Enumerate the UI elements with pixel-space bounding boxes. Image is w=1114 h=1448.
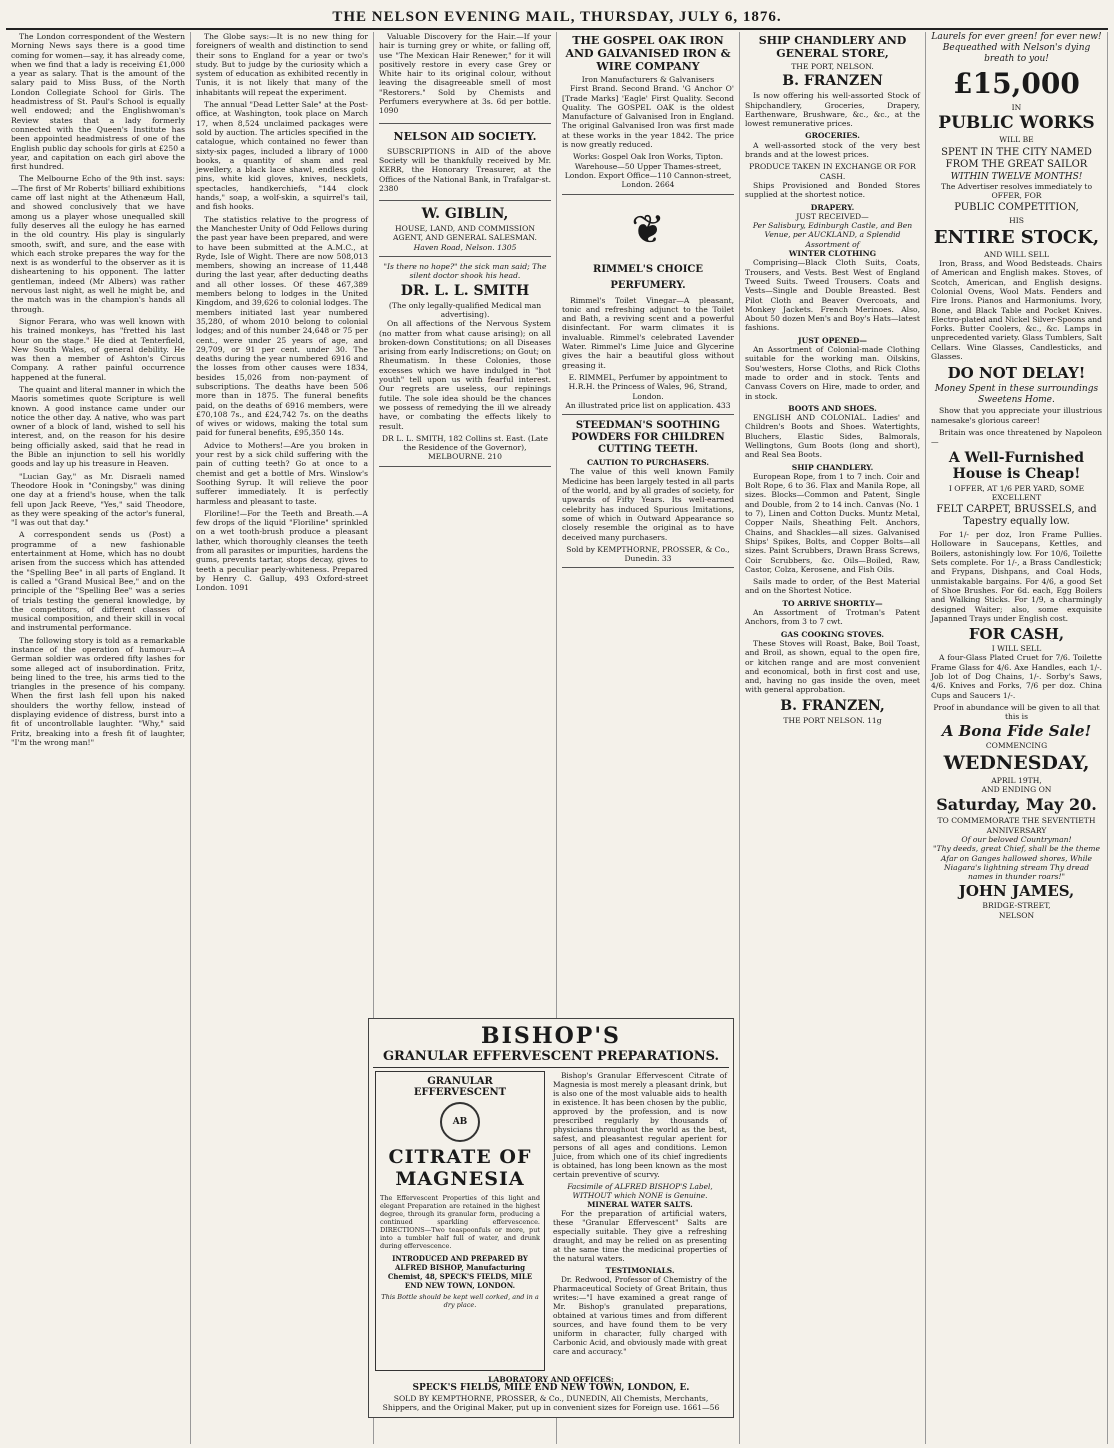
- groceries-text: A well-assorted stock of the very best brands and at the lowest prices.: [745, 140, 920, 160]
- bishop-desc: Bishop's Granular Effervescent Citrate of Magnesia is most merely a pleasant drink, but is also one of the most valuable aids to health in existence. It has been chosen by the public, approved by the profession, and is now prescribed regularly by thousands of physicians throughout the world as the best, safest, and pleasantest regular aperient for persons of all ages and conditions. Lemon Juice, from which one of its chief ingredients is obtained, has long been known as the most certain preventive of scurvy.: [553, 1071, 727, 1179]
- advertiser: The Advertiser resolves immediately to OFFER, FOR: [940, 181, 1093, 201]
- boots-head: BOOTS AND SHOES.: [788, 403, 877, 413]
- store-sign: B. FRANZEN,: [780, 697, 885, 714]
- aid-text: SUBSCRIPTIONS in AID of the above Society will be thankfully received by Mr. KERR, the Honorary Treasurer, at the Offices of the National Bank, in Trafalgar-st. 2380: [379, 146, 551, 193]
- commencing: COMMENCING: [985, 741, 1048, 751]
- bishop-sold: SOLD BY KEMPTHORNE, PROSSER, & Co., DUNEDIN, All Chemists, Merchants, Shippers, and the Original Maker, put up in convenient sizes for Foreign use. 1661—56: [382, 1393, 720, 1412]
- felt-carpet: FELT CARPET, BRUSSELS, and Tapestry equally low.: [936, 504, 1097, 528]
- groceries-head: GROCERIES.: [805, 131, 860, 141]
- laurels: Laurels for ever green! for ever new! Bequeathed with Nelson's dying breath to you!: [931, 32, 1102, 64]
- gas-text: These Stoves will Roast, Bake, Boil Toast, and Broil, as shown, equal to the open fire, or kitchen range and are most convenient and economical, both in first cost and use, and, having no gas inside the oven, meet with general approbation.: [745, 638, 920, 695]
- bishop-brand: BISHOP'S: [481, 1023, 621, 1049]
- april: APRIL 19TH,: [991, 775, 1042, 785]
- gospel-text: First Brand. Second Brand. 'G Anchor O' [Trade Marks] 'Eagle' First Quality. Second Quality. The GOSPEL OAK is the oldest Manufacture of Galvanised Iron in England. The original Galvanised Iron was first made at these works in the year 1842. The price is now greatly reduced.: [562, 84, 734, 150]
- aid-society-advert: [379, 129, 551, 201]
- column-1: [6, 32, 191, 1444]
- arrive-head: TO ARRIVE SHORTLY—: [782, 598, 883, 608]
- ships: Ships Provisioned and Bonded Stores supplied at the shortest notice.: [745, 180, 920, 200]
- bona-fide: A Bona Fide Sale!: [941, 722, 1092, 741]
- label-top: GRANULAR EFFERVESCENT: [413, 1076, 507, 1098]
- store-sign-address: THE PORT NELSON. 11g: [783, 715, 882, 725]
- steedman-caution: CAUTION TO PURCHASERS.: [586, 458, 710, 468]
- article: "Lucian Gay," as Mr. Disraeli named Theodore Hook in "Coningsby," was dining one day at a friend's house, when the talk fell upon Jack Reeve, "Yes," said Theodore, as they were speaking of the actor's funeral, "I was out that day.": [11, 471, 185, 528]
- lab-address: SPECK'S FIELDS, MILE END NEW TOWN, LONDON, E.: [412, 1383, 690, 1394]
- for-items: For 1/- per doz, Iron Frame Pullies. Holloware in Saucepans, Kettles, and Boilers, astonishingly low. For 10/6, Toilette Sets complete. For 1/-, a Brass Candlestick; and Frypans, Dishpans, and Coal Hods, unmistakable bargains. For 4/6, a good Set of Shoe Brushes. For 6d. each, Egg Boilers and Walking Sticks. For 1/9, a charmingly designed Waiter; also, some exquisite Japanned Trays under English cost.: [931, 530, 1102, 623]
- steedman-advert: [562, 420, 734, 568]
- mineral-head: MINERAL WATER SALTS.: [587, 1200, 693, 1209]
- steedman-sold: Sold by KEMPTHORNE, PROSSER, & Co., Dunedin. 33: [566, 544, 730, 564]
- rimmel-illustration: ❦: [631, 206, 665, 253]
- spent: SPENT IN THE CITY NAMED FROM THE GREAT SAILOR: [941, 146, 1092, 170]
- gospel-oak-advert: [562, 34, 734, 195]
- smith-address: DR L. L. SMITH, 182 Collins st. East. (Late the Residence of the Governor), MELBOURNE. 210: [382, 433, 548, 462]
- just-opened: JUST OPENED—: [797, 335, 867, 345]
- competition: PUBLIC COMPETITION,: [954, 202, 1079, 214]
- entire-stock: ENTIRE STOCK,: [933, 226, 1100, 248]
- article: The following story is told as a remarkable instance of the operation of humour:—A German soldier was ordered fifty lashes for some alleged act of insubordination. Fritz, being lined to the tree, his arms tied to the triangles in the presence of his company. When the first lash fell upon his naked shoulders the worthy fellow, instead of displaying evidence of distress, burst into a fit of uncontrollable laughter. "Why," said Fritz, breaking into a fresh fit of laughter, "I'm the wrong man!": [11, 635, 185, 747]
- rimmel-list: An illustrated price list on application. 433: [565, 400, 731, 410]
- bishop-title: GRANULAR EFFERVESCENT PREPARATIONS.: [373, 1049, 729, 1068]
- rimmel-sig: E. RIMMEL, Perfumer by appointment to H.R.H. the Princess of Wales, 96, Strand, London.: [568, 372, 728, 401]
- john-james: JOHN JAMES,: [958, 882, 1075, 901]
- label-note: This Bottle should be kept well corked, and in a dry place.: [381, 1293, 539, 1309]
- steedman-text: The value of this well known Family Medicine has been largely tested in all parts of the world, and by all grades of society, for upwards of Fifty Years. Its well-earned celebrity has induced Spurious Imitations, some of which in Outward Appearance so closely resemble the original as to have deceived many purchasers.: [562, 467, 734, 542]
- bridge-street: BRIDGE-STREET,: [982, 901, 1051, 911]
- chandlery-head: SHIP CHANDLERY.: [791, 462, 874, 472]
- bishop-footer: [375, 1375, 727, 1412]
- for-cash: FOR CASH,: [968, 625, 1065, 644]
- label-maker: INTRODUCED AND PREPARED BY ALFRED BISHOP, Manufacturing Chemist, 48, SPECK'S FIELDS, MILE END NEW TOWN, LONDON.: [387, 1254, 533, 1290]
- hair-advert: [379, 32, 551, 124]
- article: Signor Ferara, who was well known with his trained monkeys, has "fretted his last hour on the stage." He died at Tenterfield, New South Wales, of general debility. He was then a member of Ashton's Circus Company. A rather painful occurrence happened at the funeral.: [11, 316, 185, 382]
- beloved: Of our beloved Countryman!: [961, 834, 1072, 844]
- smith-title: DR. L. L. SMITH: [400, 282, 530, 299]
- winter-text: Comprising—Black Cloth Suits, Coats, Trousers, and Vests. Best West of England Tweed Suits. Tweed Trousers. Coats and Vests—Single and Double Breasted. Best Pilot Cloth and Beaver Overcoats, and Monkey Jackets. French Merinoes. Also, About 50 dozen Men's and Boy's Hats—latest fashions.: [745, 258, 920, 333]
- nelson: NELSON: [998, 910, 1035, 920]
- column-6: [926, 32, 1108, 1444]
- will-be: WILL BE: [999, 135, 1034, 145]
- britain: Britain was once threatened by Napoleon—: [931, 427, 1102, 447]
- gospel-sub: Iron Manufacturers & Galvanisers: [581, 75, 715, 84]
- store-port: THE PORT, NELSON.: [791, 62, 874, 71]
- show: Show that you appreciate your illustrious namesake's glorious career!: [931, 406, 1102, 425]
- column-5: [740, 32, 926, 1444]
- quote: "Is there no hope?" the sick man said; The silent doctor shook his head.: [383, 262, 547, 281]
- lab-head: LABORATORY AND OFFICES:: [488, 1375, 614, 1384]
- smith-sub: (The only legally-qualified Medical man advertising).: [388, 300, 542, 319]
- facsimile: Facsimile of ALFRED BISHOP'S Label, WITHOUT which NONE is Genuine.: [567, 1182, 713, 1200]
- smith-advert: [379, 262, 551, 467]
- mineral-text: For the preparation of artificial waters, these "Granular Effervescent" Salts are especially suitable. They give a refreshing draught, and may be relied on as presenting at the same time the medicinal properties of the natural waters.: [553, 1209, 727, 1263]
- will-sell-2: I WILL SELL: [991, 644, 1042, 654]
- sails: Sails made to order, of the Best Material and on the Shortest Notice.: [745, 577, 920, 596]
- article: The statistics relative to the progress of the Manchester Unity of Odd Fellows during the past year have been prepared, and were to have been submitted at the A.M.C., at Ryde, Isle of Wight. There are now 508,013 members, showing an increase of 11,448 during the last year, after deducting deaths and all other losses. Of these 467,389 members belong to lodges in the United Kingdom, and 39,626 to colonial lodges. The members initiated last year numbered 35,280, of whom 2010 belong to colonial lodges; and of this number 24,648 or 75 per cent., were under 25 years of age, and 29,709, or 91 per cent. under 30. The deaths during the year numbered 6916 and the losses from other causes were 1834, besides 15,026 from non-payment of subscriptions. The deaths have been 506 more than in 1875. The funeral benefits paid, on the deaths of 6916 members, were £70,108 7s., and £24,742 7s. on the deaths of wives or widows, making the total sum paid for funeral benefits, £95,350 14s.: [196, 214, 368, 438]
- rimmel-text: Rimmel's Toilet Vinegar—A pleasant, tonic and refreshing adjunct to the Toilet and Bath, a reviving scent and a powerful disinfectant. For warm climates it is invaluable. Rimmel's celebrated Lavender Water. Rimmel's Lime Juice and Glycerine gives the hair a beautiful gloss without greasing it.: [562, 295, 734, 370]
- label-text: The Effervescent Properties of this light and elegant Preparation are retained in the highest degree, through its granular form, producing a continued sparkling effervescence. DIRECTIONS—Two teaspoonfuls or more, put into a tumbler half full of water, and drunk during effervescence.: [380, 1194, 540, 1250]
- bishop-label: [375, 1071, 545, 1371]
- testimonials-head: TESTIMONIALS.: [605, 1266, 675, 1275]
- his: HIS: [1009, 216, 1024, 226]
- furnished: A Well-Furnished House is Cheap!: [948, 449, 1085, 482]
- public-works: PUBLIC WORKS: [938, 113, 1095, 134]
- ending: AND ENDING ON: [981, 785, 1052, 795]
- winter-head: WINTER CLOTHING: [788, 249, 877, 259]
- produce: PRODUCE TAKEN IN EXCHANGE OR FOR CASH.: [749, 162, 916, 181]
- commemorate: TO COMMEMORATE THE SEVENTIETH ANNIVERSARY: [937, 816, 1096, 835]
- steedman-title: STEEDMAN'S SOOTHING POWDERS FOR CHILDREN CUTTING TEETH.: [571, 420, 725, 456]
- rimmel-advert: [562, 200, 734, 416]
- giblin-title: W. GIBLIN,: [421, 206, 509, 223]
- boots-text: ENGLISH AND COLONIAL. Ladies' and Children's Boots and Shoes. Watertights, Bluchers, Elastic Sides, Balmorals, Wellingtons, Gum Boots (long and short), and Real Sea Boots.: [745, 413, 920, 460]
- within: WITHIN TWELVE MONTHS!: [950, 171, 1083, 182]
- giblin-text: HOUSE, LAND, AND COMMISSION AGENT, AND GENERAL SALESMAN.: [393, 224, 537, 243]
- seal-icon: AB: [440, 1102, 480, 1142]
- gospel-title: THE GOSPEL OAK IRON AND GALVANISED IRON & WIRE COMPANY: [565, 34, 731, 73]
- aid-title: NELSON AID SOCIETY.: [393, 129, 537, 143]
- just-received: JUST RECEIVED—: [796, 211, 869, 221]
- verse: "Thy deeds, great Chief, shall be the theme Afar on Ganges hallowed shores, While Niagara's lightning stream Thy dread names in thunder roars!": [933, 844, 1100, 882]
- offer: I OFFER, AT 1/6 PER YARD, SOME EXCELLENT: [948, 483, 1085, 502]
- will-sell: AND WILL SELL: [984, 249, 1049, 259]
- testimonial-text: Dr. Redwood, Professor of Chemistry of the Pharmaceutical Society of Great Britain, thus writes:—"I have examined a great range of Mr. Bishop's granulated preparations, obtained at various times and from different sources, and have found them to be very uniform in character, fully charged with Carbonic Acid, and obviously made with great care and accuracy.": [553, 1275, 727, 1356]
- wednesday: WEDNESDAY,: [943, 751, 1090, 774]
- amount: £15,000: [953, 67, 1080, 100]
- gas-head: GAS COOKING STOVES.: [780, 629, 885, 639]
- giblin-address: Haven Road, Nelson. 1305: [413, 242, 517, 252]
- article: The quaint and literal manner in which the Maoris sometimes quote Scripture is well known. A good instance came under our notice the other day. A native, who was part owner of a block of land, wished to sell his interest, and, on the reason for his desire being officially asked, said that he read in the Bible an injunction to sell his worldly goods and lay up his treasure in Heaven.: [11, 384, 185, 469]
- money-spent: Money Spent in these surroundings Sweetens Home.: [934, 384, 1099, 406]
- store-intro: Is now offering his well-assorted Stock of Shipchandlery, Groceries, Drapery, Earthenware, Brushware, &c., &c., at the lowest remunerative prices.: [745, 91, 920, 129]
- label-main: CITRATE OF MAGNESIA: [388, 1146, 532, 1190]
- hair-text: Valuable Discovery for the Hair.—If your hair is turning grey or white, or falling off, use "The Mexican Hair Renewer," for it will positively restore in every case Grey or White hair to its original colour, without leaving the disagreeable smell of most "Restorers." Sold by Chemists and Perfumers everywhere at 3s. 6d per bottle. 1090: [379, 32, 551, 116]
- article: A correspondent sends us (Post) a programme of a new fashionable entertainment at Home, which has no doubt arisen from the success which has attended the "Spelling Bee" in all parts of England. It is called a "Grand Musical Bee," and on the principle of the "Spelling Bee" was a series of trials testing the general knowledge, by the competitors, of different classes of musical composition, and their skill in vocal and instrumental performance.: [11, 530, 185, 633]
- giblin-advert: [379, 206, 551, 257]
- gospel-address: Works: Gospel Oak Iron Works, Tipton. Warehouse—50 Upper Thames-street, London. Export Office—110 Cannon-street, London. 2664: [564, 152, 732, 190]
- advert: Advice to Mothers!—Are you broken in your rest by a sick child suffering with the pain of cutting teeth? Go at once to a chemist and get a bottle of Mrs. Winslow's Soothing Syrup. It will relieve the poor sufferer immediately. It is perfectly harmless and pleasant to taste.: [196, 440, 368, 506]
- article: The London correspondent of the Western Morning News says there is a good time coming for women—say, it has already come, when we find that a lady is receiving £1,000 a year as salary. That is the amount of the salary paid to Miss Buss, of the North London Collegiate School for Girls. The headmistress of St. Paul's School is equally well endowed; and the Englishwoman's Review states that a lady formerly connected with the Queen's Institute has been appointed headmistress of one of the English public day schools for girls at £250 a year, and capitation on each girl above the first hundred.: [11, 32, 185, 172]
- items: Iron, Brass, and Wood Bedsteads. Chairs of American and English makes. Stoves, of Scotch, American, and English designs. Colonial Ovens, Wool Mats. Fenders and Fire Irons. Pianos and Harmoniums. Ivory, Bone, and Black Table and Pocket Knives. Electro-plated and Nickel Silver-Spoons and Forks. Butter Coolers, &c., &c. Lamps in unprecedented variety. Glass Tumblers, Salt Cellars. Wine Glasses, Candlesticks, and Glasses.: [931, 259, 1102, 362]
- arrive-text: An Assortment of Trotman's Patent Anchors, from 3 to 7 cwt.: [745, 608, 920, 627]
- store-head: SHIP CHANDLERY AND GENERAL STORE,: [758, 34, 907, 60]
- proof: Proof in abundance will be given to all that this is: [933, 702, 1100, 722]
- article: The annual "Dead Letter Sale" at the Post-office, at Washington, took place on March 17, when 8,524 unclaimed packages were sold by auction. The articles specified in the catalogue, which contained no fewer than sixty-six pages, included a library of 1000 books, a quantity of sham and real jewellery, a black lace shawl, endless gold pins, white kid gloves, knives, necklets, spectacles, handkerchiefs, "144 clock hands," soap, a wolf-skin, a squirrel's tail, and fish hooks.: [196, 100, 368, 212]
- opened-text: An Assortment of Colonial-made Clothing suitable for the working man. Oilskins, Sou'westers, Horse Cloths, and Rick Cloths made to order and in stock. Tents and Canvass Covers on Hire, made to order, and in stock.: [745, 345, 920, 401]
- bishop-advert: [368, 1018, 734, 1418]
- drapery-head: DRAPERY.: [810, 202, 855, 212]
- article: The Melbourne Echo of the 9th inst. says:—The first of Mr Roberts' billiard exhibitions came off last night at the Athenæum Hall, and showed conclusively that we have among us a player whose unequalled skill fully deserves all the eulogy he has earned in the old country. His play is singularly smooth, swift, and sure, and the ease with which each stroke prepares the way for the next is as wonderful to the observer as it is disheartening to his opponent. The latter gentleman, indeed (Mr Albers) was rather nervous last night, as well he might be, and the match was in the champion's hands all through.: [11, 174, 185, 314]
- bishop-description: [553, 1071, 727, 1359]
- article: The Globe says:—It is no new thing for foreigners of wealth and distinction to send their sons to England for a year or two's study. But to judge by the curiosity which a system of education as exhibited recently in Tunis, it is not likely that many of the inhabitants will repeat the experiment.: [196, 32, 368, 97]
- smith-text: On all affections of the Nervous System (no matter from what cause arising); on all broken-down Constitutions; on all Diseases arising from early Indiscretions; on Gout; on Rheumatism. In these Colonies, those excesses which we have indulged in "hot youth" tell upon us with fearful interest. Our regrets are useless, our repinings futile. The sole idea should be the chances we possess of remedying the ill we already have, or combating the effects likely to result.: [379, 319, 551, 431]
- saturday: Saturday, May 20.: [936, 795, 1097, 815]
- in: IN: [1011, 103, 1022, 112]
- store-name: B. FRANZEN: [782, 73, 883, 90]
- masthead: THE NELSON EVENING MAIL, THURSDAY, JULY 6, 1876.: [6, 6, 1108, 30]
- do-not-delay: DO NOT DELAY!: [947, 364, 1086, 383]
- chandlery-text: European Rope, from 1 to 7 inch. Coir and Bolt Rope, 6 to 36. Flax and Manila Rope, all sizes. Blocks—Common and Patent, Single and Double, from 2 to 14 inch. Canvas (No. 1 to 7), Linen and Cotton Ducks. Muntz Metal, Copper Nails, Sheathing Felt. Anchors, Chains, and Shackles—all sizes. Galvanised Ships' Spikes, Bolts, and Copper Bolts—all sizes. Paint Scrubbers, Drawn Brass Screws, Coir Scrubbers, &c. Oils—Boiled, Raw, Castor, Colza, Kerosene, and Fish Oils.: [745, 471, 920, 574]
- cash-items: A four-Glass Plated Cruet for 7/6. Toilette Frame Glass for 4/6. Axe Handles, each 1/-. Job lot of Dog Chains, 1/-. Sorby's Saws, 4/6. Knives and Forks, 7/6 per doz. China Cups and Saucers 1/-.: [931, 653, 1102, 700]
- column-2: [191, 32, 374, 1444]
- advert: Floriline!—For the Teeth and Breath.—A few drops of the liquid "Floriline" sprinkled on a wet tooth-brush produce a pleasant lather, which thoroughly cleanses the teeth from all parasites or impurities, hardens the gums, prevents tartar, stops decay, gives to teeth a peculiar pearly-whiteness. Prepared by Henry C. Gallup, 493 Oxford-street London. 1091: [196, 508, 368, 593]
- per-ships: Per Salisbury, Edinburgh Castle, and Ben Venue, per AUCKLAND, a Splendid Assortment of: [752, 221, 913, 249]
- rimmel-title: RIMMEL'S CHOICE PERFUMERY.: [593, 263, 703, 291]
